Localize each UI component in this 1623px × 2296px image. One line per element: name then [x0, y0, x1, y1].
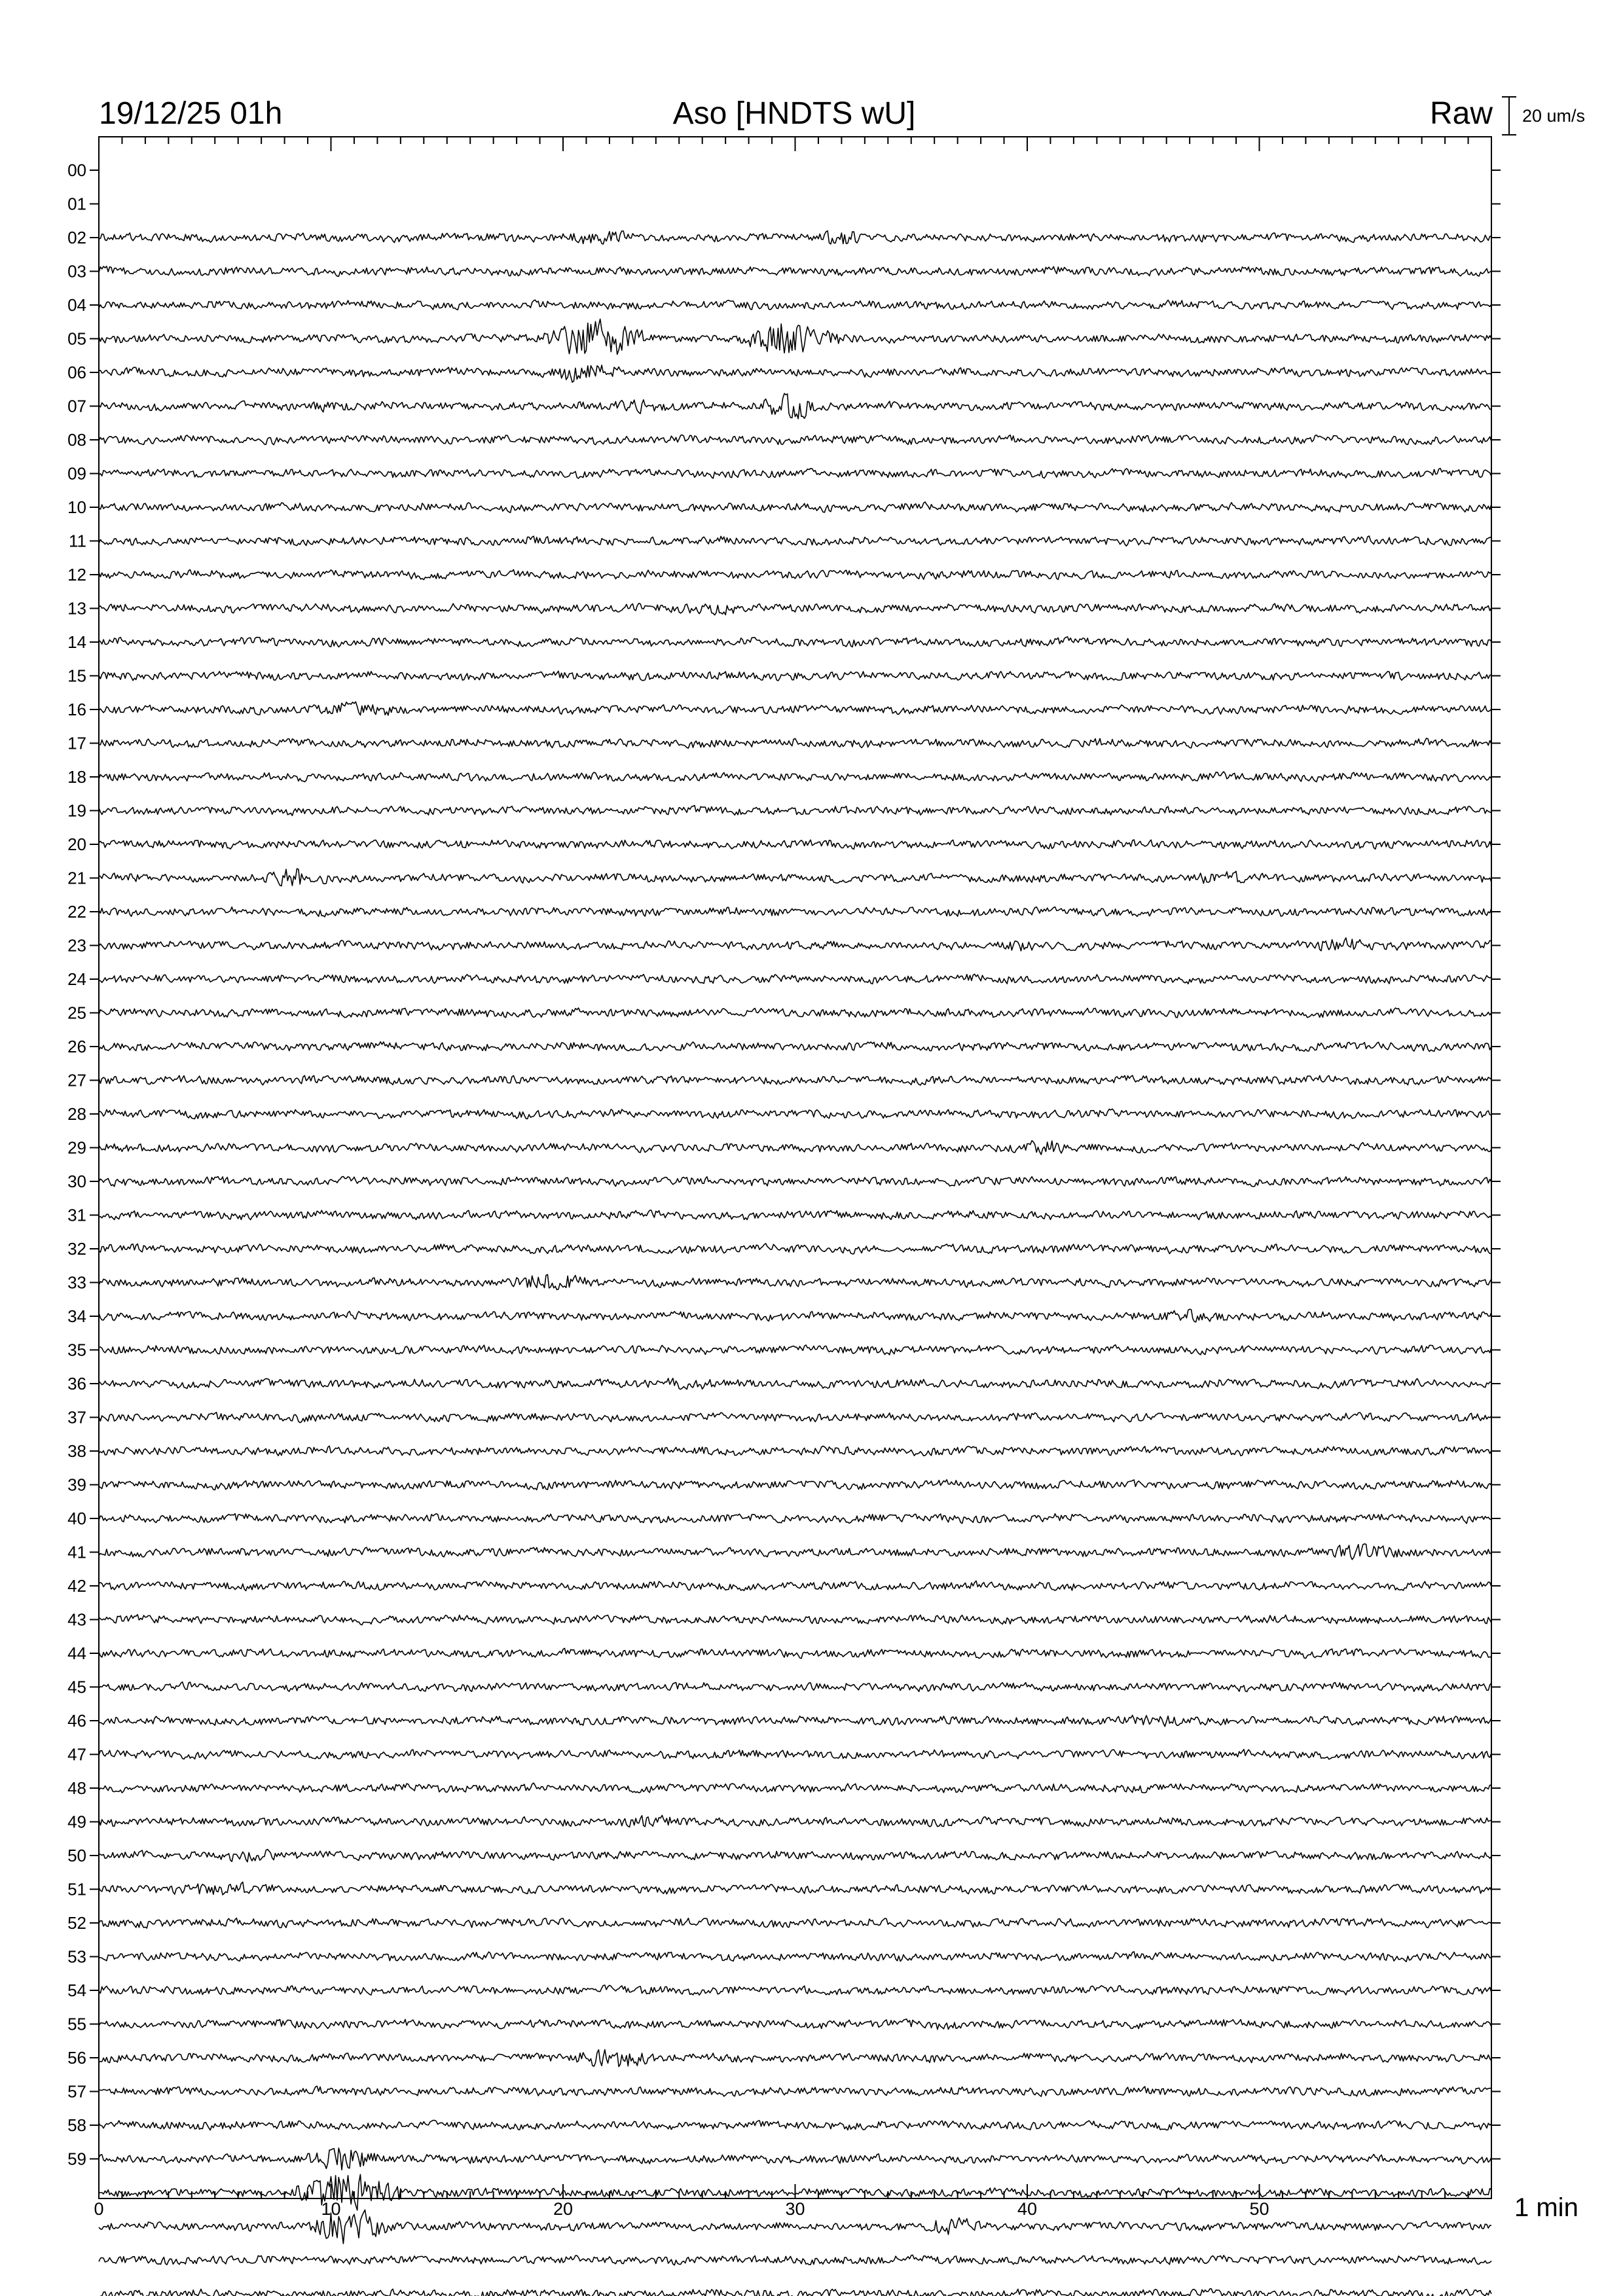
row-label: 55 — [67, 2014, 86, 2034]
x-tick-label: 30 — [785, 2199, 805, 2219]
trace-line — [99, 1446, 1491, 1456]
trace-line — [99, 1345, 1491, 1355]
time-unit-label: 1 min — [1514, 2193, 1578, 2222]
trace-line — [99, 2148, 1491, 2170]
row-label: 32 — [67, 1239, 86, 1259]
trace-line — [99, 1177, 1491, 1187]
trace-line — [99, 469, 1491, 478]
trace-line — [99, 1715, 1491, 1727]
row-label: 52 — [67, 1913, 86, 1933]
bottom-axis-ticks — [94, 2184, 1491, 2219]
trace-line — [99, 1412, 1491, 1423]
row-label: 17 — [67, 733, 86, 753]
row-label: 28 — [67, 1104, 86, 1124]
row-label: 02 — [67, 228, 86, 247]
row-label: 09 — [67, 463, 86, 484]
trace-line — [99, 1581, 1491, 1590]
row-label: 56 — [67, 2048, 86, 2068]
trace-line — [99, 738, 1491, 748]
trace-line — [99, 1008, 1491, 1018]
header-station-title: Aso [HNDTS wU] — [672, 96, 916, 131]
row-label: 11 — [69, 531, 86, 551]
row-label: 00 — [67, 160, 86, 180]
row-label: 34 — [67, 1306, 86, 1326]
trace-line — [99, 1648, 1491, 1659]
trace-line — [99, 1244, 1491, 1254]
row-label: 40 — [67, 1509, 86, 1528]
trace-line — [99, 1075, 1491, 1085]
trace-line — [99, 393, 1491, 419]
trace-line — [99, 1274, 1491, 1289]
row-label: 50 — [67, 1846, 86, 1865]
trace-line — [99, 1141, 1491, 1155]
row-label: 44 — [67, 1643, 86, 1663]
seismic-traces — [99, 231, 1491, 2296]
trace-line — [99, 1042, 1491, 1052]
row-label: 30 — [67, 1172, 86, 1191]
trace-line — [99, 1514, 1491, 1524]
row-label: 31 — [67, 1205, 86, 1225]
x-tick-label: 10 — [321, 2199, 341, 2219]
row-label: 45 — [67, 1677, 86, 1697]
trace-line — [99, 2289, 1491, 2296]
x-tick-label: 50 — [1249, 2199, 1269, 2219]
trace-line — [99, 1309, 1491, 1322]
header-datetime: 19/12/25 01h — [99, 96, 283, 131]
trace-line — [99, 536, 1491, 546]
row-label: 43 — [67, 1609, 86, 1630]
row-label: 03 — [67, 261, 86, 281]
trace-line — [99, 671, 1491, 681]
row-label: 48 — [67, 1778, 86, 1798]
trace-line — [99, 1749, 1491, 1759]
x-tick-label: 20 — [553, 2199, 574, 2219]
trace-line — [99, 231, 1491, 244]
header-mode: Raw — [1429, 96, 1493, 131]
row-label: 42 — [67, 1576, 86, 1596]
trace-line — [99, 907, 1491, 917]
trace-line — [99, 806, 1491, 816]
row-label: 06 — [67, 363, 86, 382]
trace-line — [99, 974, 1491, 984]
row-label: 26 — [67, 1037, 86, 1056]
amplitude-scale-bar — [1502, 97, 1585, 135]
row-label: 13 — [67, 598, 86, 619]
row-label: 51 — [67, 1879, 86, 1899]
row-label: 47 — [67, 1744, 86, 1765]
trace-line — [99, 1952, 1491, 1962]
trace-line — [99, 1816, 1491, 1827]
row-label: 41 — [67, 1542, 86, 1562]
trace-line — [99, 1985, 1491, 1995]
trace-line — [99, 1544, 1491, 1560]
trace-line — [99, 1882, 1491, 1895]
trace-line — [99, 840, 1491, 849]
row-label: 46 — [67, 1711, 86, 1731]
row-minute-labels — [67, 160, 1501, 2169]
row-label: 16 — [67, 700, 86, 719]
trace-line — [99, 1615, 1491, 1625]
row-label: 27 — [67, 1070, 86, 1090]
row-label: 54 — [67, 1981, 86, 2000]
row-label: 25 — [67, 1003, 86, 1023]
x-tick-label: 40 — [1017, 2199, 1038, 2219]
row-label: 18 — [67, 767, 86, 787]
row-label: 22 — [67, 902, 86, 922]
trace-line — [99, 869, 1491, 886]
row-label: 23 — [67, 935, 86, 956]
row-label: 35 — [67, 1340, 86, 1360]
trace-line — [99, 266, 1491, 277]
trace-line — [99, 637, 1491, 647]
trace-line — [99, 365, 1491, 382]
trace-line — [99, 772, 1491, 782]
row-label: 33 — [67, 1272, 86, 1293]
trace-line — [99, 300, 1491, 310]
row-label: 49 — [67, 1812, 86, 1832]
trace-line — [99, 435, 1491, 444]
trace-line — [99, 319, 1491, 354]
scale-bar-label: 20 um/s — [1522, 106, 1586, 126]
trace-line — [99, 1378, 1491, 1390]
row-label: 07 — [67, 396, 86, 416]
row-label: 10 — [67, 497, 86, 517]
row-label: 21 — [67, 868, 86, 888]
trace-line — [99, 2086, 1491, 2096]
trace-line — [99, 702, 1491, 715]
trace-line — [99, 2019, 1491, 2030]
trace-line — [99, 938, 1491, 951]
trace-line — [99, 569, 1491, 579]
row-label: 08 — [67, 430, 86, 450]
trace-line — [99, 2121, 1491, 2130]
trace-line — [99, 1210, 1491, 1220]
row-label: 24 — [67, 969, 86, 989]
row-label: 14 — [67, 632, 86, 652]
row-label: 12 — [67, 565, 86, 584]
trace-line — [99, 1109, 1491, 1119]
row-label: 57 — [67, 2081, 86, 2102]
trace-line — [99, 1783, 1491, 1793]
row-label: 05 — [67, 329, 86, 349]
row-label: 37 — [67, 1407, 86, 1427]
trace-line — [99, 1682, 1491, 1692]
row-label: 59 — [67, 2149, 86, 2169]
row-label: 01 — [67, 194, 86, 214]
row-label: 19 — [67, 800, 86, 821]
row-label: 29 — [67, 1138, 86, 1158]
trace-line — [99, 502, 1491, 512]
trace-line — [99, 1480, 1491, 1490]
trace-line — [99, 603, 1491, 615]
top-axis-ticks — [99, 137, 1491, 151]
trace-line — [99, 2255, 1491, 2265]
trace-line — [99, 1918, 1491, 1928]
row-label: 38 — [67, 1441, 86, 1461]
x-tick-label: 0 — [94, 2199, 104, 2219]
row-label: 36 — [67, 1374, 86, 1393]
row-label: 04 — [67, 295, 86, 315]
trace-line — [99, 2050, 1491, 2067]
row-label: 58 — [67, 2115, 86, 2135]
row-label: 39 — [67, 1475, 86, 1495]
row-label: 20 — [67, 834, 86, 854]
row-label: 15 — [67, 666, 86, 686]
trace-line — [99, 1850, 1491, 1862]
row-label: 53 — [67, 1946, 86, 1967]
